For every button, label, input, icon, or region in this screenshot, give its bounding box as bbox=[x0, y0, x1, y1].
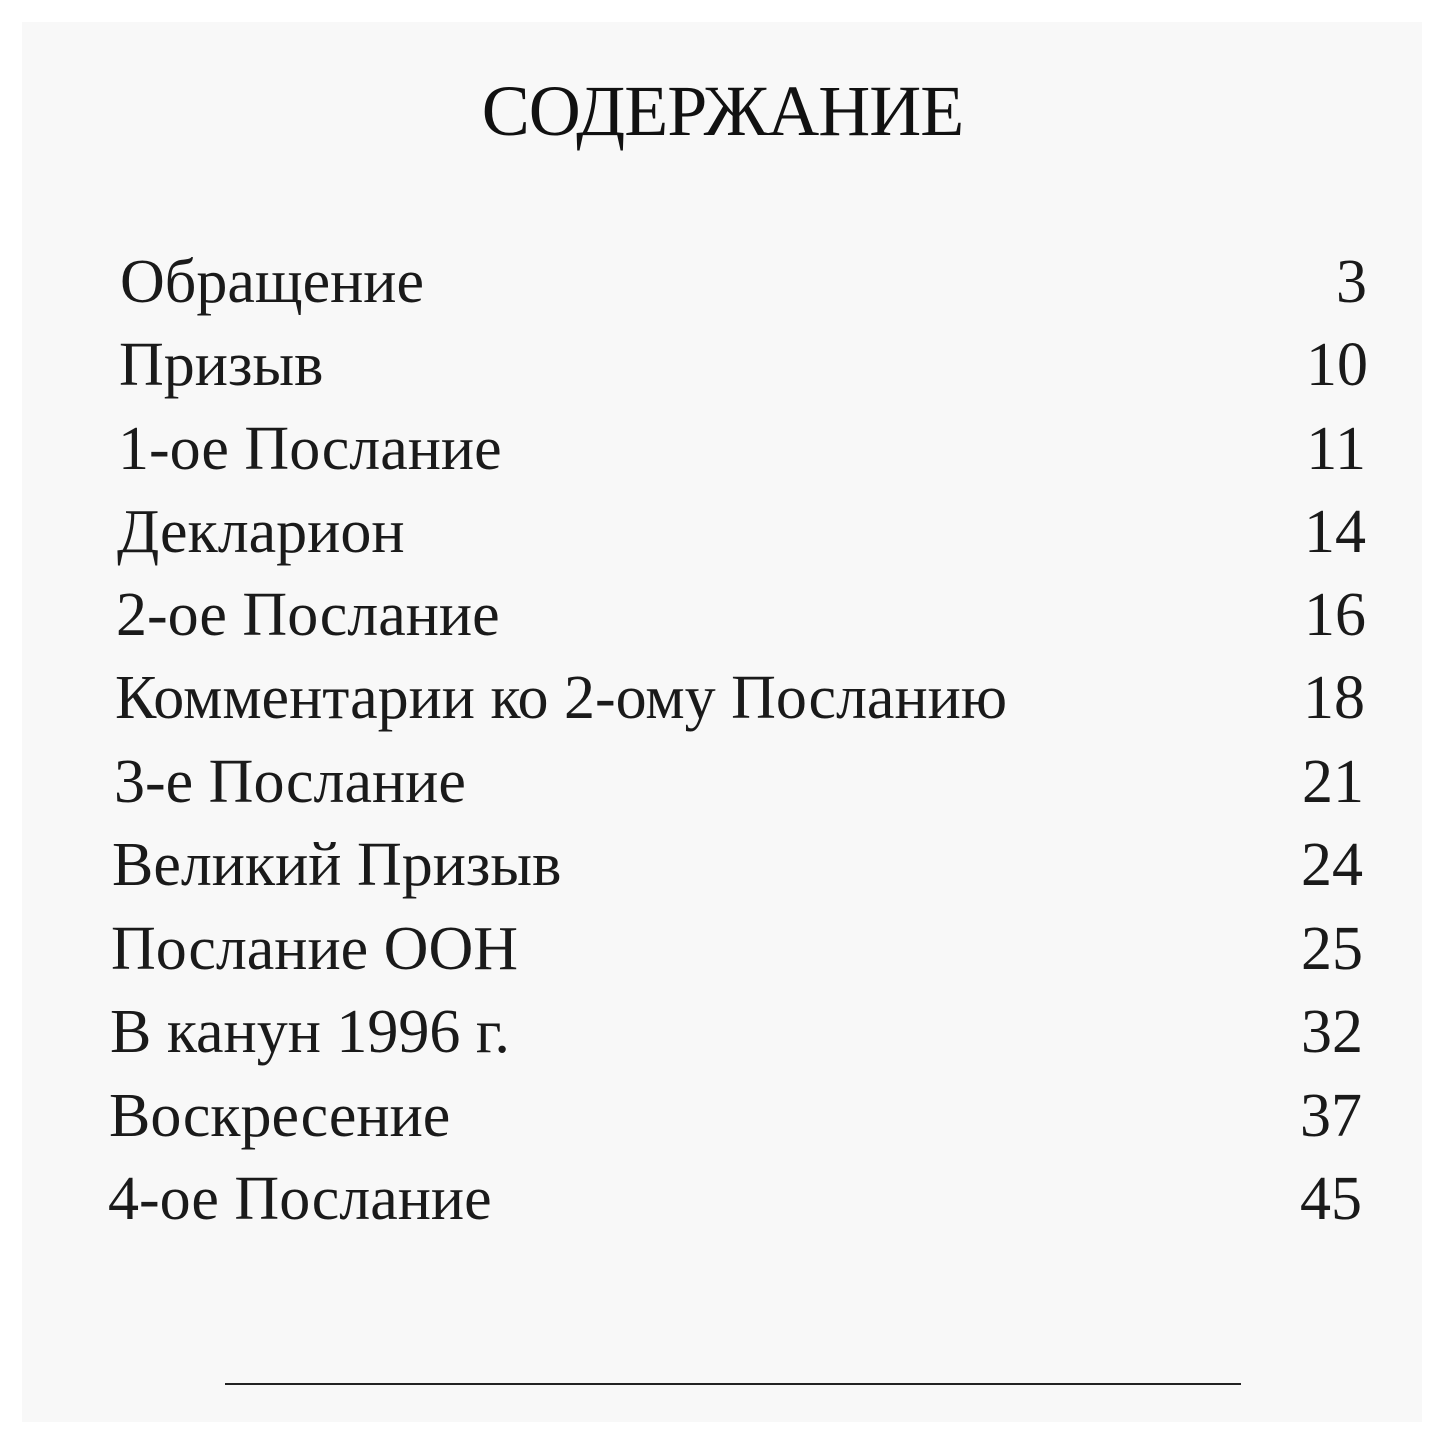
toc-entry-title: 1-ое Послание bbox=[118, 415, 502, 483]
toc-entry-title: Воскресение bbox=[109, 1082, 451, 1150]
toc-entry-page-number: 37 bbox=[1300, 1082, 1362, 1150]
toc-entry-title: Великий Призыв bbox=[112, 831, 562, 899]
toc-entry-page-number: 45 bbox=[1300, 1165, 1362, 1233]
toc-entry-title: Декларион bbox=[117, 498, 405, 566]
toc-entry-page-number: 16 bbox=[1304, 581, 1366, 649]
toc-entry-title: Обращение bbox=[120, 248, 424, 316]
toc-entry-title: В канун 1996 г. bbox=[110, 998, 510, 1066]
toc-entry-page-number: 24 bbox=[1301, 831, 1363, 899]
toc-entry bbox=[114, 740, 1364, 824]
toc-entry bbox=[116, 573, 1366, 657]
toc-entry bbox=[118, 407, 1366, 491]
toc-entry-page-number: 32 bbox=[1301, 998, 1363, 1066]
toc-entry bbox=[109, 1074, 1362, 1158]
toc-entry-title: 3-е Послание bbox=[114, 748, 466, 816]
toc-entry-title: Комментарии ко 2-ому Посланию bbox=[115, 664, 1008, 732]
toc-entry bbox=[115, 656, 1365, 740]
toc-entry bbox=[110, 990, 1363, 1074]
toc-entry bbox=[120, 240, 1367, 324]
toc-entry-page-number: 10 bbox=[1306, 331, 1368, 399]
toc-entry bbox=[111, 907, 1363, 991]
footer-divider bbox=[225, 1383, 1241, 1385]
toc-entry-title: 2-ое Послание bbox=[116, 581, 500, 649]
toc-entry-page-number: 11 bbox=[1306, 415, 1366, 483]
toc-entry-page-number: 18 bbox=[1303, 664, 1365, 732]
toc-entry bbox=[117, 490, 1366, 574]
page-title: СОДЕРЖАНИЕ bbox=[481, 71, 964, 151]
toc-entry-page-number: 25 bbox=[1301, 915, 1363, 983]
toc-entry-title: Послание ООН bbox=[111, 915, 518, 983]
toc-entry bbox=[112, 823, 1363, 907]
toc-entry-page-number: 14 bbox=[1304, 498, 1366, 566]
toc-entry-page-number: 21 bbox=[1302, 748, 1364, 816]
toc-entry bbox=[108, 1157, 1362, 1241]
toc-entry-title: Призыв bbox=[119, 331, 324, 399]
toc-entry-page-number: 3 bbox=[1336, 248, 1367, 316]
toc-entry-title: 4-ое Послание bbox=[108, 1165, 492, 1233]
toc-entry bbox=[119, 323, 1368, 407]
